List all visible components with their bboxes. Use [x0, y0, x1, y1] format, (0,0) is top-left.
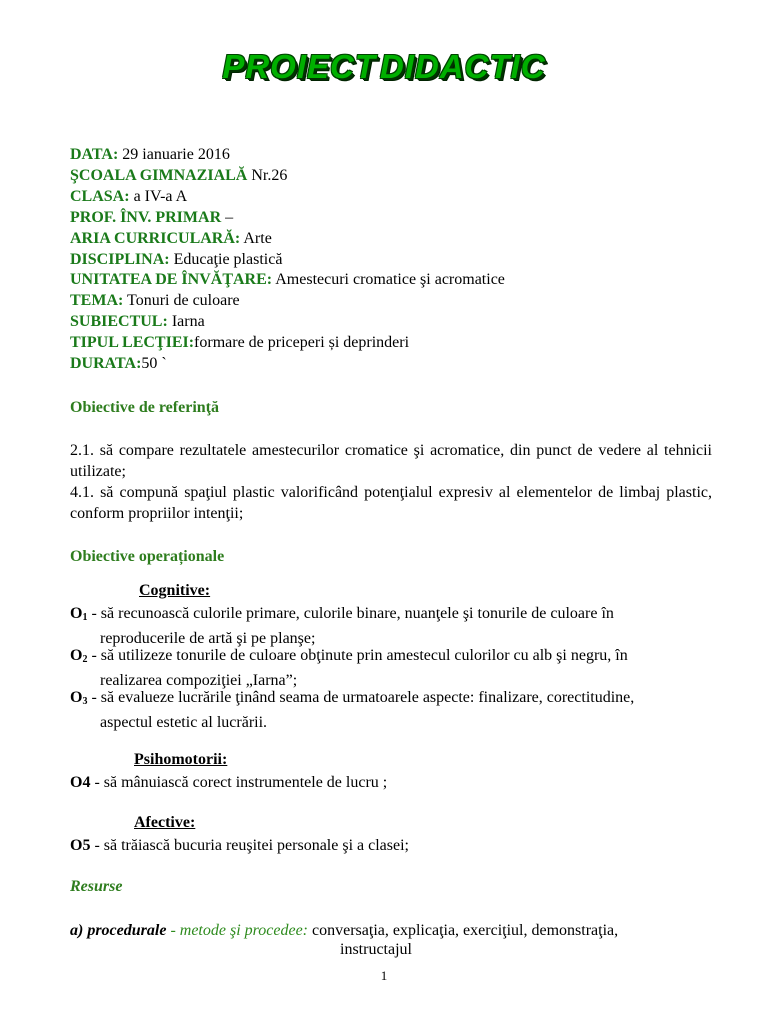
header-school: ŞCOALA GIMNAZIALĂ Nr.26 — [70, 166, 288, 184]
affective-heading: Afective: — [134, 814, 196, 831]
document-title — [0, 48, 768, 86]
objective-o4: O4 - să mânuiască corect instrumentele de lucru ; — [70, 774, 388, 791]
resources-procedural-cont: instructajul — [340, 941, 412, 958]
page-number: 1 — [380, 968, 388, 983]
reference-objective-1: 2.1. să compare rezultatele amestecurilor cromatice şi acromatice, din punct de vedere al tehnicii utilizate; — [70, 442, 712, 480]
header-theme: TEMA: Tonuri de culoare — [70, 292, 240, 310]
title-word-1: PROIECT — [222, 48, 377, 85]
title-word-2: DIDACTIC — [380, 48, 546, 85]
header-discipline: DISCIPLINA: Educaţie plastică — [70, 250, 283, 268]
objective-o5: O5 - să trăiască bucuria reuşitei personale şi a clasei; — [70, 837, 409, 854]
reference-objective-2: 4.1. să compună spaţiul plastic valorificând potenţialul expresiv al elementelor de limbaj plastic, conform propriilor intenţii; — [70, 484, 712, 522]
objective-o2: $O_2$ - să utilizeze tonurile de culoare obţinute prin amestecul culorilor cu alb şi negru, în realizarea compoziţiei „Iarna”; — [70, 647, 628, 689]
header-date: DATA: 29 ianuarie 2016 — [70, 146, 230, 163]
header-curricular-area: ARIA CURRICULARĂ: Arte — [70, 229, 272, 247]
header-lesson-type: TIPUL LECŢIEI:formare de priceperi și deprinderi — [70, 334, 410, 352]
header-teacher: PROF. ÎNV. PRIMAR – — [70, 208, 234, 226]
reference-objectives-title: Obiective de referinţă — [70, 399, 219, 416]
header-duration: DURATA:50 ` — [70, 355, 167, 373]
header-subject: SUBIECTUL: Iarna — [70, 313, 205, 331]
resources-procedural: a) procedurale - metode şi procedee: conversaţia, explicaţia, exerciţiul, demonstraţia, — [70, 922, 619, 939]
lesson-header-block — [70, 145, 710, 375]
header-learning-unit: UNITATEA DE ÎNVĂŢARE: Amestecuri cromatice şi acromatice — [70, 271, 505, 289]
objective-o3: $O_3$ - să evalueze lucrările ţinând seama de urmatoarele aspecte: finalizare, corectitudine, aspectul estetic al lucrării. — [70, 689, 635, 731]
psychomotor-heading: Psihomotorii: — [134, 751, 228, 768]
resources-title: Resurse — [70, 878, 123, 895]
cognitive-heading: Cognitive: — [139, 582, 211, 599]
operational-objectives-title: Obiective operaționale — [70, 548, 225, 565]
objective-o1: $O_1$ - să recunoască culorile primare, culorile binare, nuanţele şi tonurile de culoare în reproducerile de artă şi pe planşe; — [70, 605, 614, 647]
header-class: CLASA: a IV-a A — [70, 187, 188, 205]
